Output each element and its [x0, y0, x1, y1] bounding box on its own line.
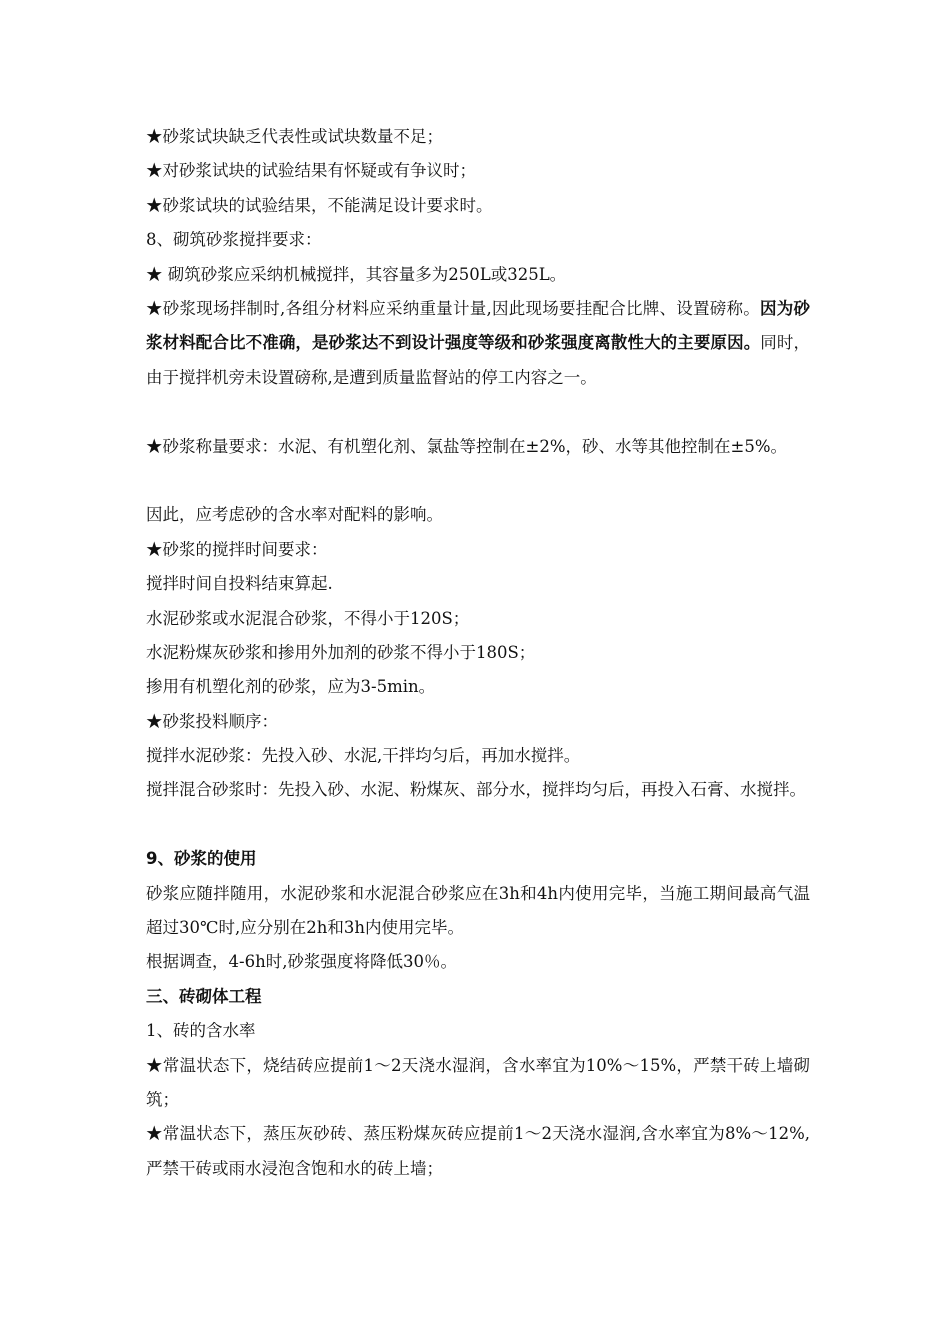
section-mixing-requirements: 8、砌筑砂浆搅拌要求： — [146, 230, 322, 250]
heading-mortar-usage: 9、砂浆的使用 — [146, 849, 257, 869]
paragraph-moisture-note: 因此，应考虑砂的含水率对配料的影响。 — [146, 505, 443, 525]
paragraph-flyash-mortar-time: 水泥粉煤灰砂浆和掺用外加剂的砂浆不得小于180S； — [146, 642, 536, 662]
document-body — [146, 120, 810, 1186]
paragraph-weighing — [146, 292, 810, 430]
paragraph-mixing-start: 搅拌时间自投料结束算起. — [146, 574, 333, 594]
bullet-fired-brick-moisture: ★常温状态下，烧结砖应提前1～2天浇水湿润，含水率宜为10%～15%，严禁干砖上墙砌筑； — [146, 1055, 810, 1110]
paragraph-cement-mortar-time: 水泥砂浆或水泥混合砂浆，不得小于120S； — [146, 608, 470, 628]
bullet-mortar-sample-fail: ★砂浆试块的试验结果，不能满足设计要求时。 — [146, 195, 493, 215]
paragraph-usage-time: 砂浆应随拌随用，水泥砂浆和水泥混合砂浆应在3h和4h内使用完毕，当施工期间最高气温超过30℃时,应分别在2h和3h内使用完毕。 — [146, 883, 810, 938]
paragraph-strength-reduction: 根据调查，4-6h时,砂浆强度将降低30％。 — [146, 952, 457, 972]
weighing-text-b: 同时，由于搅拌机旁未设置磅称,是遭到质量监督站的停工内容之一。 — [146, 333, 811, 387]
subheading-brick-moisture: 1、砖的含水率 — [146, 1021, 256, 1041]
bullet-mortar-sample-insufficient: ★砂浆试块缺乏代表性或试块数量不足； — [146, 127, 443, 146]
weighing-text-bold: 因为砂浆材料配合比不准确，是砂浆达不到设计强度等级和砂浆强度离散性大的主要原因。 — [146, 298, 810, 353]
bullet-mixing-time: ★砂浆的搅拌时间要求： — [146, 539, 328, 559]
bullet-mechanical-mixing: ★ 砌筑砂浆应采纳机械搅拌，其容量多为250L或325L。 — [146, 264, 567, 284]
paragraph-cement-mortar-order: 搅拌水泥砂浆：先投入砂、水泥,干拌均匀后，再加水搅拌。 — [146, 746, 581, 766]
bullet-feeding-order: ★砂浆投料顺序： — [146, 711, 278, 731]
paragraph-mixed-mortar-order: 搅拌混合砂浆时：先投入砂、水泥、粉煤灰、部分水，搅拌均匀后，再投入石膏、水搅拌。 — [146, 780, 806, 800]
paragraph-plasticizer-time: 掺用有机塑化剂的砂浆，应为3-5min。 — [146, 677, 436, 697]
bullet-autoclaved-brick-moisture: ★常温状态下，蒸压灰砂砖、蒸压粉煤灰砖应提前1～2天浇水湿润,含水率宜为8%～12%,严禁干砖或雨水浸泡含饱和水的砖上墙； — [146, 1124, 810, 1178]
heading-brick-masonry: 三、砖砌体工程 — [146, 986, 262, 1006]
weighing-text-a: ★砂浆现场拌制时,各组分材料应采纳重量计量,因此现场要挂配合比牌、设置磅称。 — [146, 298, 760, 318]
bullet-mortar-sample-dispute: ★对砂浆试块的试验结果有怀疑或有争议时； — [146, 161, 476, 181]
bullet-weighing-tolerance: ★砂浆称量要求：水泥、有机塑化剂、氯盐等控制在±2%，砂、水等其他控制在±5%。 — [146, 436, 788, 456]
